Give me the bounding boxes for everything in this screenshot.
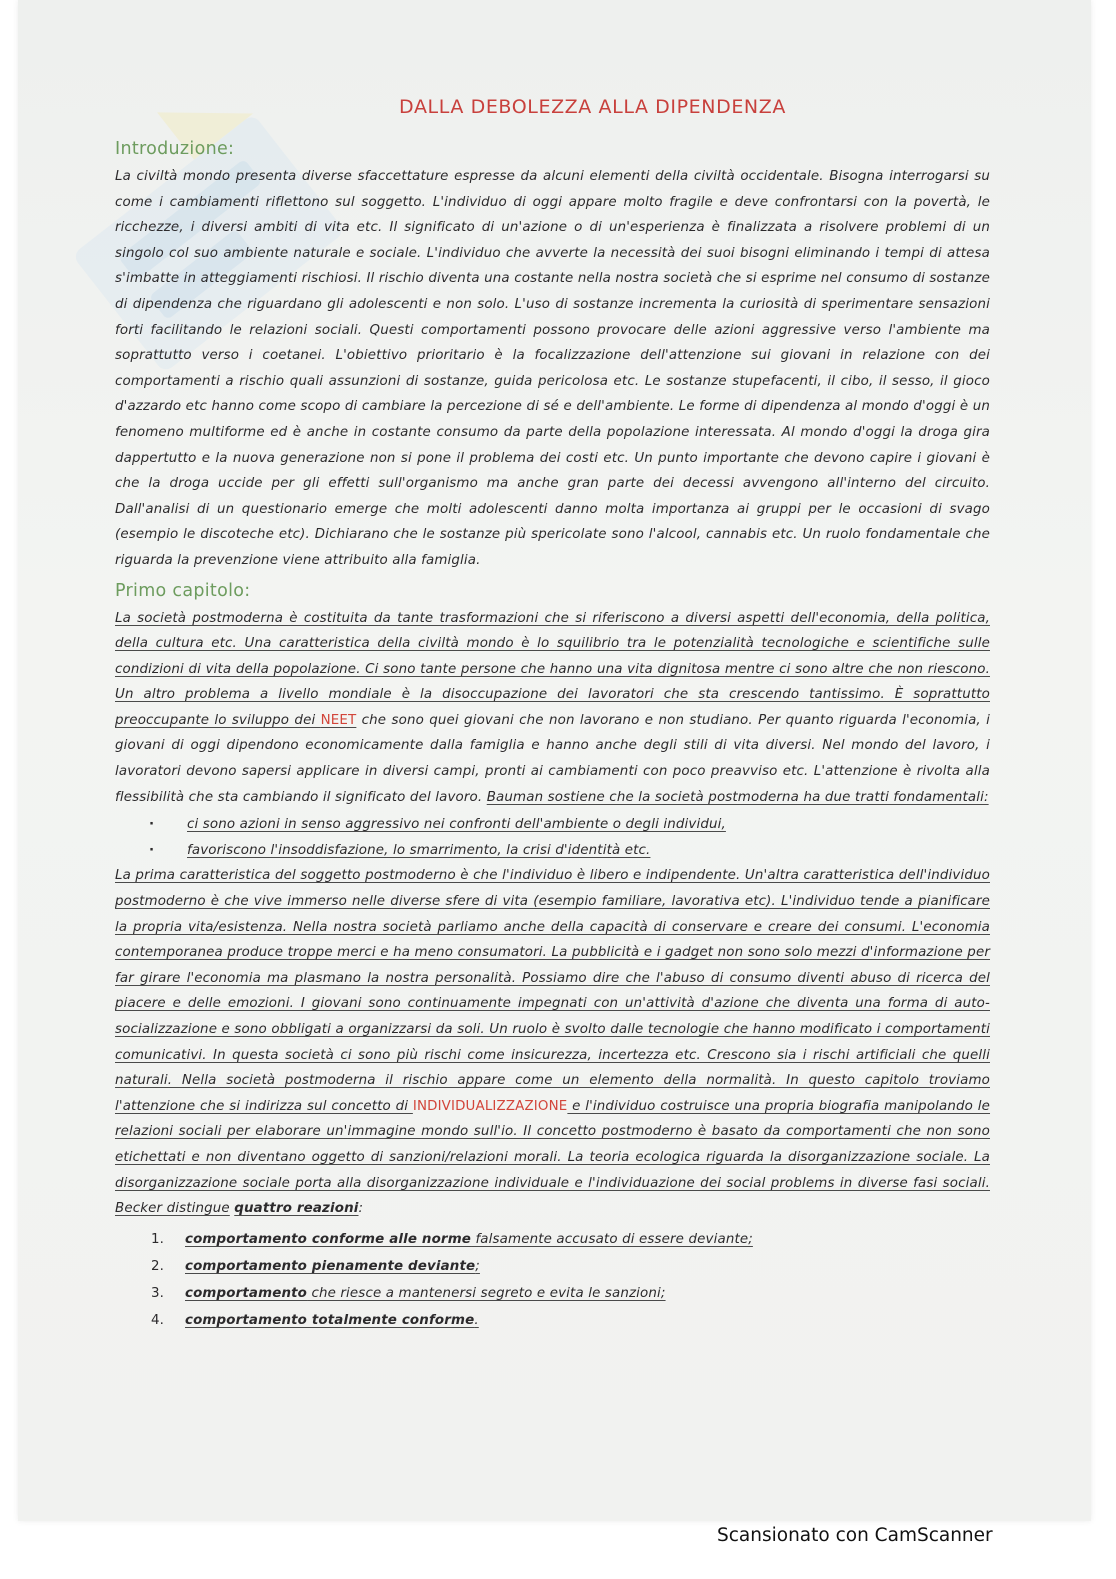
chapter-paragraph-1 bbox=[115, 606, 990, 811]
reaction-bold: comportamento conforme alle norme bbox=[185, 1231, 472, 1247]
reaction-bold: comportamento bbox=[185, 1285, 308, 1301]
reaction-bold: comportamento totalmente conforme bbox=[185, 1312, 475, 1328]
intro-heading: Introduzione: bbox=[115, 139, 235, 159]
becker-reactions: quattro reazioni bbox=[234, 1201, 359, 1217]
reaction-bold: comportamento pienamente deviante bbox=[185, 1258, 476, 1274]
reaction-rest: ; bbox=[475, 1258, 480, 1274]
document-title: DALLA DEBOLEZZA ALLA DIPENDENZA bbox=[399, 96, 786, 118]
list-item-text: favoriscono l'insoddisfazione, lo smarrimento, la crisi d'identità etc. bbox=[187, 842, 651, 858]
list-item bbox=[187, 838, 990, 864]
reaction-rest: che riesce a mantenersi segreto e evita le sanzioni; bbox=[307, 1285, 666, 1301]
reaction-rest: falsamente accusato di essere deviante; bbox=[471, 1231, 753, 1247]
intro-paragraph: La civiltà mondo presenta diverse sfaccettature espresse da alcuni elementi della civiltà occidentale. Bisogna interrogarsi su come i cambiamenti riflettono sul soggetto. L'individuo di oggi appare molto fragile e deve confrontarsi con la povertà, le ricchezze, i diversi ambiti di vita etc. Il significato di un'azione o di un'esperienza è finalizzata a risolvere problemi di un singolo col suo ambiente naturale e sociale. L'individuo che avverte la necessità dei suoi bisogni eliminando i tempi di attesa s'imbatte in atteggiamenti rischiosi. Il rischio diventa una costante nella nostra società che si esprime nel consumo di sostanze di dipendenza che riguardano gli adolescenti e non solo. L'uso di sostanze incrementa la curiosità di sperimentare sensazioni forti facilitando le relazioni sociali. Questi comportamenti possono provocare delle azioni aggressive verso l'ambiente ma soprattutto verso i coetanei. L'obiettivo prioritario è la focalizzazione dell'attenzione sui giovani in relazione con dei comportamenti a rischio quali assunzioni di sostanze, guida pericolosa etc. Le sostanze stupefacenti, il cibo, il sesso, il gioco d'azzardo etc hanno come scopo di cambiare la percezione di sé e dell'ambiente. Le forme di dipendenza al mondo d'oggi è un fenomeno multiforme ed è anche in costante consumo da parte della popolazione interessata. Al mondo d'oggi la droga gira dappertutto e la nuova generazione non si pone il problema dei costi etc. Un punto importante che devono capire i giovani è che la droga uccide per gli effetti sull'organismo ma anche gran parte dei decessi avvengono all'interno del circuito. Dall'analisi di un questionario emerge che molti adolescenti danno molta importanza ai gruppi per le occasioni di svago (esempio le discoteche etc). Dichiarano che le sostanze più spericolate sono l'alcool, cannabis etc. Un ruolo fondamentale che riguarda la prevenzione viene attribuito alla famiglia. bbox=[115, 169, 990, 568]
becker-reactions-list bbox=[115, 1226, 990, 1334]
chapter-p1-text-a: La società postmoderna è costituita da tante trasformazioni che si riferiscono a diversi aspetti dell'economia, della politica, della cultura etc. Una caratteristica della civiltà mondo è lo squilibrio tra le potenzialità tecnologiche e scientifiche sulle condizioni di vita della popolazione. Ci sono tante persone che hanno una vita dignitosa mentre ci sono altre che non riescono. Un altro problema a livello mondiale è la disoccupazione dei lavoratori che sta crescendo tantissimo. È soprattutto preoccupante lo sviluppo dei bbox=[115, 610, 990, 728]
bauman-sentence: Bauman sostiene che la società postmoderna ha due tratti fondamentali: bbox=[486, 789, 989, 805]
scanned-page bbox=[18, 0, 1091, 1521]
chapter-p1-text-b: che sono quei giovani che non lavorano e non studiano. Per quanto riguarda l'economia, i giovani di oggi dipendono economicamente dalla famiglia e hanno anche degli stili di vita diversi. Nel mondo del lavoro, i lavoratori devono sapersi applicare in diversi campi, pronti ai cambiamenti con poco preavviso etc. L'attenzione è rivolta alla flessibilità che sta cambiando il significato del lavoro. bbox=[115, 712, 990, 805]
list-number: 4. bbox=[151, 1312, 165, 1328]
becker-intro: Becker distingue bbox=[115, 1201, 230, 1217]
individualization-term: INDIVIDUALIZZAZIONE bbox=[412, 1098, 568, 1114]
becker-colon: : bbox=[358, 1201, 364, 1217]
list-item bbox=[151, 1226, 990, 1253]
list-item bbox=[151, 1307, 990, 1334]
reaction-rest: . bbox=[474, 1312, 479, 1328]
scanner-footer: Scansionato con CamScanner bbox=[717, 1525, 993, 1546]
chapter-p2-text-b: e l'individuo costruisce una propria biografia manipolando le relazioni sociali per elaborare un'immagine mondo sull'io. Il concetto postmoderno è basato da comportamenti che non sono etichettati e non diventano oggetto di sanzioni/relazioni morali. La teoria ecologica riguarda la disorganizzazione sociale. La disorganizzazione sociale porta alla disorganizzazione individuale e l'individuazione dei social problems in diverse fasi sociali. bbox=[115, 1098, 991, 1191]
bauman-traits-list bbox=[115, 812, 990, 863]
list-number: 2. bbox=[151, 1258, 165, 1274]
chapter-paragraph-2 bbox=[115, 863, 990, 1221]
list-number: 1. bbox=[151, 1231, 165, 1247]
neet-term: NEET bbox=[320, 712, 357, 728]
document-content bbox=[115, 92, 990, 1334]
list-item bbox=[151, 1280, 990, 1307]
chapter-heading: Primo capitolo: bbox=[115, 580, 251, 601]
list-item-text: ci sono azioni in senso aggressivo nei confronti dell'ambiente o degli individui, bbox=[187, 817, 726, 833]
chapter-p2-text-a: La prima caratteristica del soggetto postmoderno è che l'individuo è libero e indipendente. Un'altra caratteristica dell'individuo postmoderno è che vive immerso nelle diverse sfere di vita (esempio familiare, lavorativa etc). L'individuo tende a pianificare la propria vita/esistenza. Nella nostra società parliamo anche della capacità di conservare e creare dei consumi. L'economia contemporanea produce troppe merci e ha meno consumatori. La pubblicità e i gadget non sono solo mezzi d'informazione per far girare l'economia ma plasmano la nostra personalità. Possiamo dire che l'abuso di consumo diventi abuso di ricerca del piacere e delle emozioni. I giovani sono continuamente impegnati con un'attività d'azione che diventa una forma di auto-socializzazione e sono obbligati a organizzarsi da soli. Un ruolo è svolto dalle tecnologie che hanno modificato i comportamenti comunicativi. In questa società ci sono più rischi come insicurezza, incertezza etc. Crescono sia i rischi artificiali che quelli naturali. Nella società postmoderna il rischio appare come un elemento della normalità. In questo capitolo troviamo l'attenzione che si indirizza sul concetto di bbox=[115, 868, 990, 1114]
list-item bbox=[151, 1253, 990, 1280]
list-number: 3. bbox=[151, 1285, 165, 1301]
list-item bbox=[187, 812, 990, 838]
